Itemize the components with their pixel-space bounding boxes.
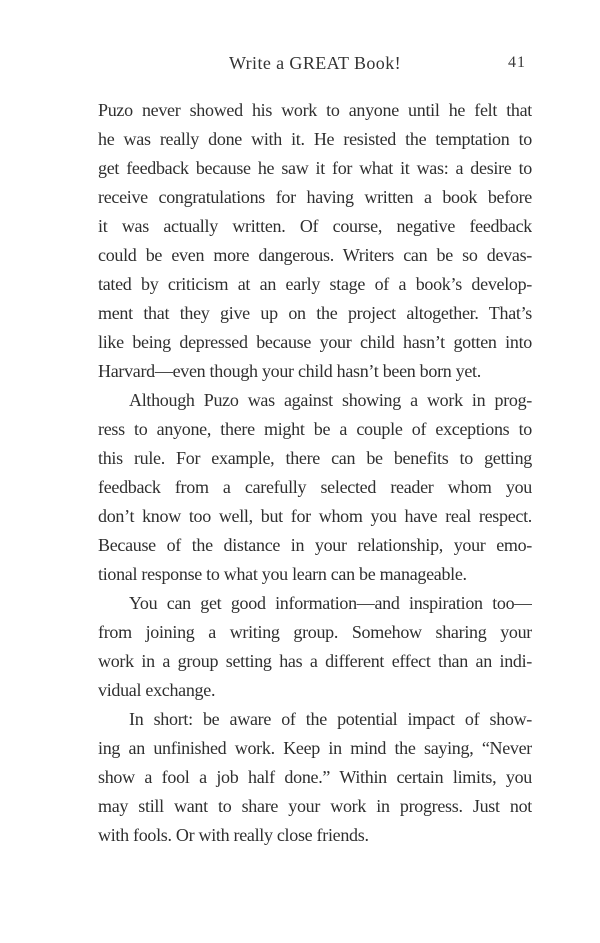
text-line: receive congratulations for having written a book before — [98, 187, 532, 207]
text-line: Puzo never showed his work to anyone until he felt that — [98, 100, 532, 120]
text-line: Harvard—even though your child hasn’t been born yet. — [98, 361, 481, 381]
paragraph — [98, 96, 532, 386]
text-line: he was really done with it. He resisted the temptation to — [98, 129, 532, 149]
running-head — [98, 53, 532, 77]
text-line: tated by criticism at an early stage of a book’s develop- — [98, 274, 532, 294]
text-line: vidual exchange. — [98, 680, 216, 700]
text-line: ing an unfinished work. Keep in mind the saying, “Never — [98, 738, 532, 758]
paragraph — [98, 589, 532, 705]
text-line: with fools. Or with really close friends. — [98, 825, 369, 845]
text-line: may still want to share your work in progress. Just not — [98, 796, 532, 816]
text-line: this rule. For example, there can be benefits to getting — [98, 448, 532, 468]
body-text — [98, 96, 532, 850]
page-number: 41 — [508, 54, 526, 71]
text-line: ment that they give up on the project altogether. That’s — [98, 303, 532, 323]
text-line: In short: be aware of the potential impact of show- — [129, 709, 532, 729]
text-line: from joining a writing group. Somehow sharing your — [98, 622, 532, 642]
text-line: it was actually written. Of course, negative feedback — [98, 216, 532, 236]
paragraph — [98, 705, 532, 850]
text-line: like being depressed because your child hasn’t gotten into — [98, 332, 532, 352]
text-line: ress to anyone, there might be a couple of exceptions to — [98, 419, 532, 439]
text-line: show a fool a job half done.” Within certain limits, you — [98, 767, 532, 787]
text-line: don’t know too well, but for whom you have real respect. — [98, 506, 532, 526]
text-line: You can get good information—and inspiration too— — [129, 593, 532, 613]
text-line: tional response to what you learn can be manageable. — [98, 564, 467, 584]
text-line: get feedback because he saw it for what it was: a desire to — [98, 158, 532, 178]
running-head-title: Write a GREAT Book! — [228, 53, 402, 73]
text-line: work in a group setting has a different effect than an indi- — [98, 651, 532, 671]
paragraph — [98, 386, 532, 589]
text-line: could be even more dangerous. Writers can be so devas- — [98, 245, 532, 265]
text-line: Because of the distance in your relationship, your emo- — [98, 535, 532, 555]
text-line: feedback from a carefully selected reader whom you — [98, 477, 532, 497]
text-line: Although Puzo was against showing a work in prog- — [129, 390, 532, 410]
